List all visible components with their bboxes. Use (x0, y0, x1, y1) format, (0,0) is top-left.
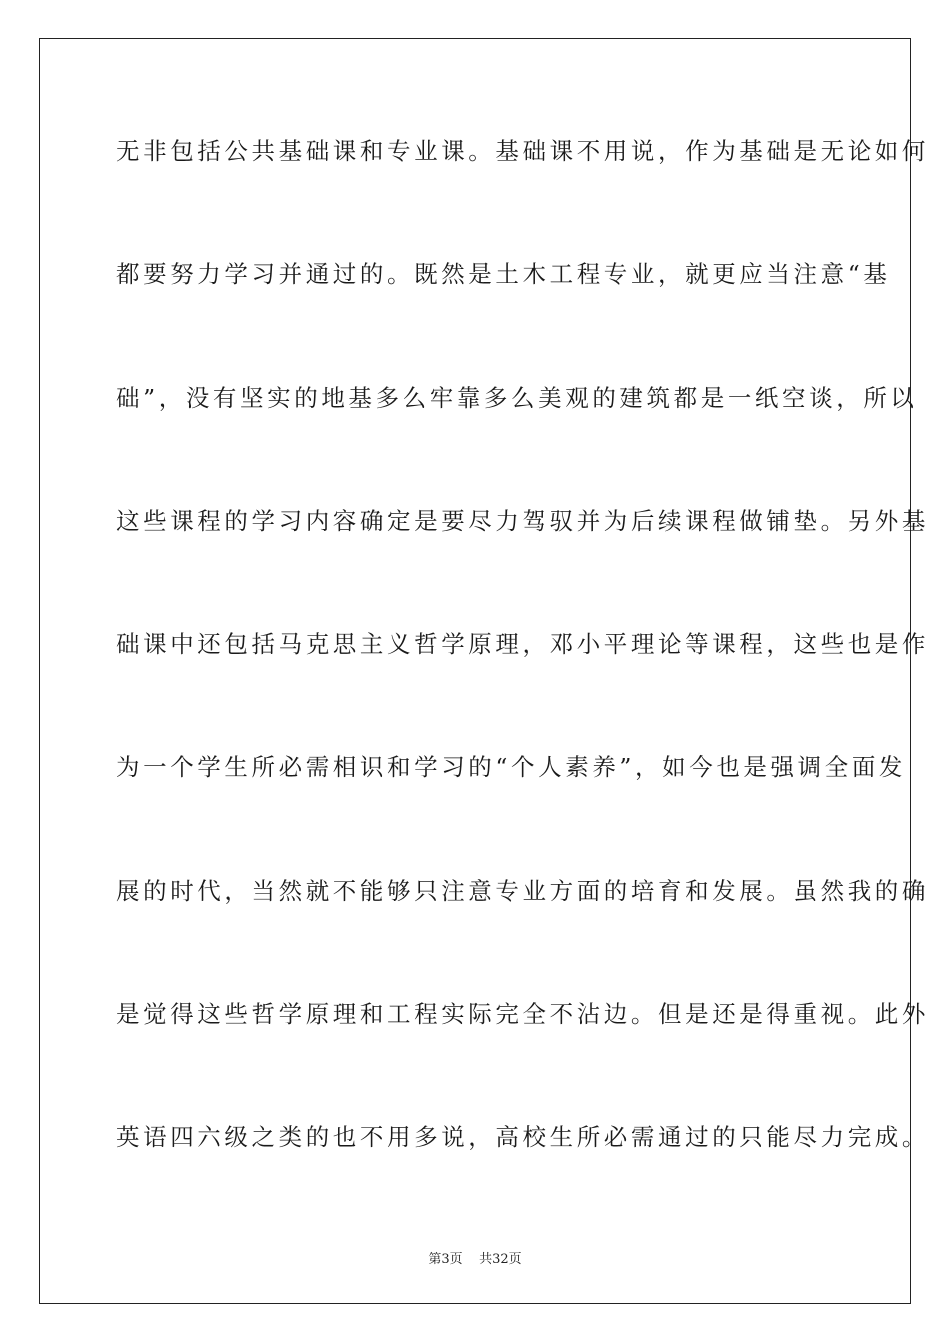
paragraph-line: 展的时代，当然就不能够只注意专业方面的培育和发展。虽然我的确 (116, 876, 929, 905)
paragraph-line: 无非包括公共基础课和专业课。基础课不用说，作为基础是无论如何 (116, 137, 929, 165)
paragraph-line: 础”，没有坚实的地基多么牢靠多么美观的建筑都是一纸空谈，所以 (116, 383, 918, 412)
page-number: 第3页 (428, 1252, 463, 1267)
paragraph-line: 这些课程的学习内容确定是要尽力驾驭并为后续课程做铺垫。另外基 (116, 506, 929, 535)
paragraph-line: 英语四六级之类的也不用多说，高校生所必需通过的只能尽力完成。 (116, 1123, 929, 1152)
page-footer (0, 1248, 950, 1267)
paragraph-line: 为一个学生所必需相识和学习的“个人素养”，如今也是强调全面发 (116, 753, 907, 782)
page-total: 共32页 (479, 1252, 522, 1267)
paragraph-line: 是觉得这些哲学原理和工程实际完全不沾边。但是还是得重视。此外 (116, 1000, 929, 1029)
paragraph-line: 础课中还包括马克思主义哲学原理，邓小平理论等课程，这些也是作 (116, 630, 929, 659)
document-body (116, 128, 929, 1238)
paragraph-line: 都要努力学习并通过的。既然是土木工程专业，就更应当注意“基 (116, 260, 891, 289)
